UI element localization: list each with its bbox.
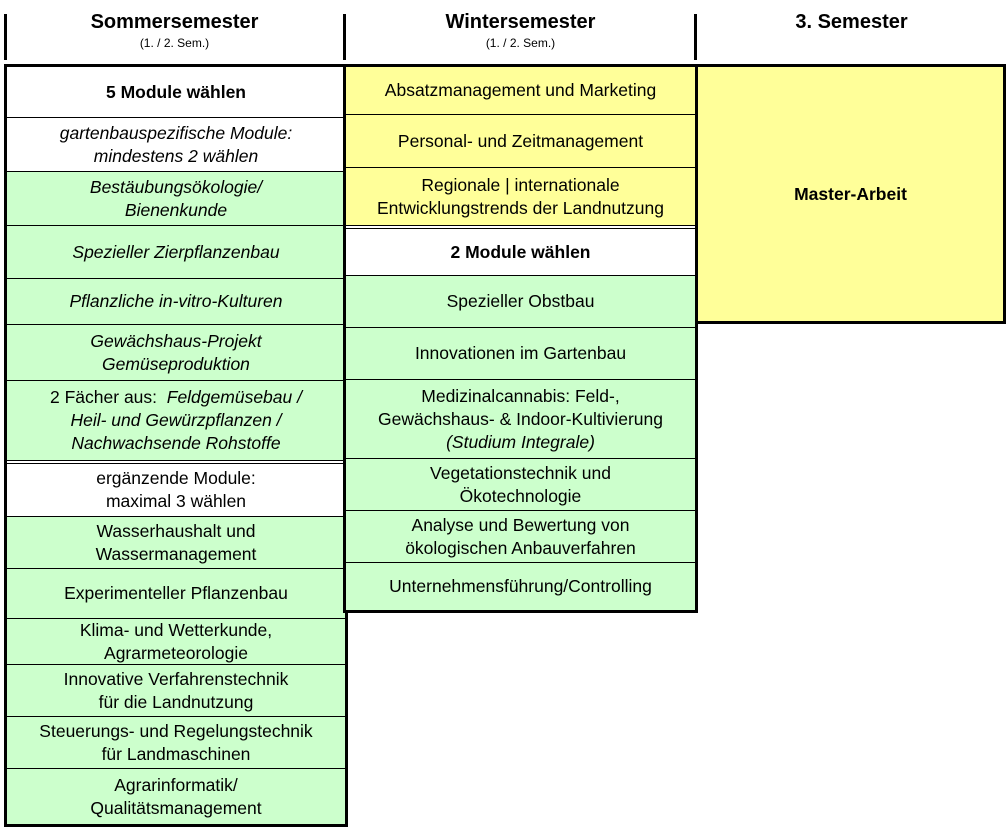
module-experimenteller-pflanzenbau: Experimenteller Pflanzenbau [7, 568, 345, 618]
module-bestaeubung: Bestäubungsökologie/ Bienenkunde [7, 171, 345, 225]
summer-column [4, 64, 348, 827]
master-thesis: Master-Arbeit [698, 67, 1003, 321]
winter-column [343, 64, 698, 613]
third-title: 3. Semester [795, 11, 908, 33]
module-medizinalcannabis [346, 379, 695, 458]
module-klima-wetterkunde: Klima- und Wetterkunde, Agrarmeteorologie [7, 618, 345, 664]
module-agrarinformatik: Agrarinformatik/ Qualitätsmanagement [7, 768, 345, 824]
module-innovationen: Innovationen im Gartenbau [346, 327, 695, 379]
module-steuerungstechnik: Steuerungs- und Regelungstechnik für Landmaschinen [7, 716, 345, 768]
winter-title: Wintersemester [445, 11, 596, 33]
summer-garden-note: gartenbauspezifische Module: mindestens 2 wählen [7, 117, 345, 171]
winter-choose2: 2 Module wählen [346, 225, 695, 275]
module-gewaechshaus-projekt: Gewächshaus-Projekt Gemüseproduktion [7, 324, 345, 380]
module-2-faecher [7, 380, 345, 460]
medizinalcannabis-main: Medizinalcannabis: Feld-, Gewächshaus- & Indoor-Kultivierung [377, 385, 663, 429]
header-winter [346, 0, 695, 63]
header-divider-mid1 [343, 14, 346, 60]
header-divider-mid2 [694, 14, 697, 60]
module-entwicklungstrends: Regionale | internationale Entwicklungstrends der Landnutzung [346, 167, 695, 225]
module-vegetationstechnik: Vegetationstechnik und Ökotechnologie [346, 458, 695, 510]
module-wasserhaushalt: Wasserhaushalt und Wassermanagement [7, 516, 345, 568]
module-analyse-bewertung: Analyse und Bewertung von ökologischen Anbauverfahren [346, 510, 695, 562]
third-column [695, 64, 1006, 324]
summer-choose5: 5 Module wählen [7, 67, 345, 117]
summer-title: Sommersemester [90, 11, 259, 33]
module-unternehmensfuehrung: Unternehmensführung/Controlling [346, 562, 695, 610]
module-personalmanagement: Personal- und Zeitmanagement [346, 114, 695, 167]
winter-subtitle: (1. / 2. Sem.) [485, 36, 556, 50]
module-absatzmanagement: Absatzmanagement und Marketing [346, 67, 695, 114]
header-third [698, 0, 1005, 63]
header-divider-left [4, 14, 7, 60]
summer-subtitle: (1. / 2. Sem.) [139, 36, 210, 50]
medizinalcannabis-studium: (Studium Integrale) [446, 431, 595, 452]
module-verfahrenstechnik: Innovative Verfahrenstechnik für die Landnutzung [7, 664, 345, 716]
module-in-vitro: Pflanzliche in-vitro-Kulturen [7, 278, 345, 324]
header-summer [6, 0, 343, 63]
module-obstbau: Spezieller Obstbau [346, 275, 695, 327]
summer-supplementary-note: ergänzende Module: maximal 3 wählen [7, 460, 345, 516]
module-2-faecher-text: 2 Fächer aus: Feldgemüsebau / Heil- und Gewürzpflanzen / Nachwachsende Rohstoffe [50, 387, 302, 453]
module-zierpflanzenbau: Spezieller Zierpflanzenbau [7, 225, 345, 278]
